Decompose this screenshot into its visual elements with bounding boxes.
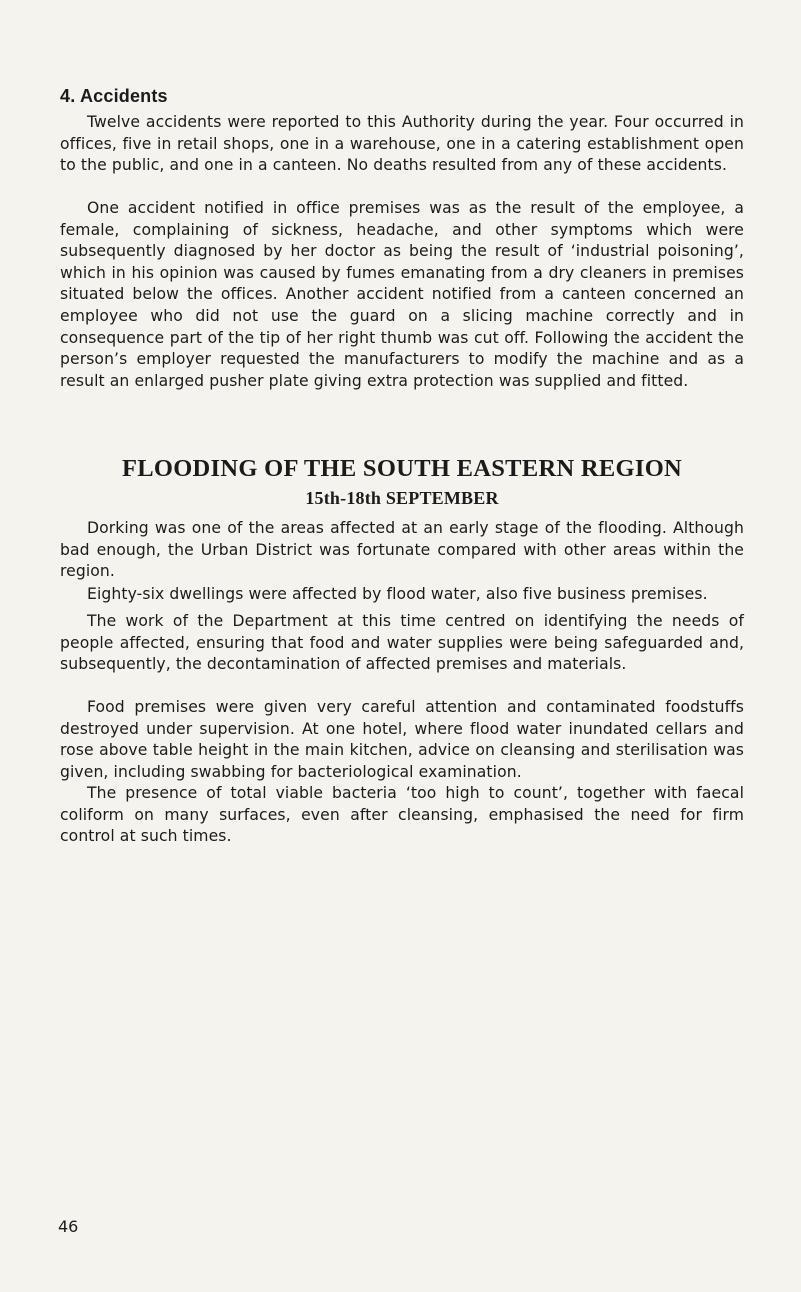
flooding-paragraph-2: Eighty-six dwellings were affected by flood water, also five business premises. <box>87 585 708 603</box>
accidents-heading: 4. Accidents <box>60 86 168 106</box>
flooding-title: FLOODING OF THE SOUTH EASTERN REGION <box>121 455 683 482</box>
accidents-paragraph-1: Twelve accidents were reported to this Authority during the year. Four occurred in offices, five in retail shops, one in a warehouse, one in a catering establishment open to the public, and one in a canteen. No deaths resulted from any of these accidents. <box>60 113 744 175</box>
page-number: 46 <box>58 1217 79 1236</box>
flooding-subtitle: 15th-18th SEPTEMBER <box>305 488 499 508</box>
flooding-paragraph-5: The presence of total viable bacteria ‘too high to count’, together with faecal coliform on many surfaces, even after cleansing, emphasised the need for firm control at such times. <box>60 784 744 846</box>
flooding-paragraph-3: The work of the Department at this time centred on identifying the needs of people affected, ensuring that food and water supplies were being safeguarded and, subsequently, the decontamination of affected premises and materials. <box>60 612 744 674</box>
accidents-paragraph-2: One accident notified in office premises was as the result of the employee, a female, complaining of sickness, headache, and other symptoms which were subsequently diagnosed by her doctor as being the result of ‘industrial poisoning’, which in his opinion was caused by fumes emanating from a dry cleaners in premises situated below the offices. Another accident notified from a canteen concerned an employee who did not use the guard on a slicing machine correctly and in consequence part of the tip of her right thumb was cut off. Following the accident the person’s employer requested the manufacturers to modify the machine and as a result an enlarged pusher plate giving extra protection was supplied and fitted. <box>60 199 744 390</box>
flooding-paragraph-4: Food premises were given very careful attention and contaminated foodstuffs destroyed under supervision. At one hotel, where flood water inundated cellars and rose above table height in the main kitchen, advice on cleansing and sterilisation was given, including swabbing for bacteriological examination. <box>60 698 744 781</box>
flooding-paragraph-1: Dorking was one of the areas affected at an early stage of the flooding. Although bad enough, the Urban District was fortunate compared with other areas within the region. <box>60 519 744 581</box>
